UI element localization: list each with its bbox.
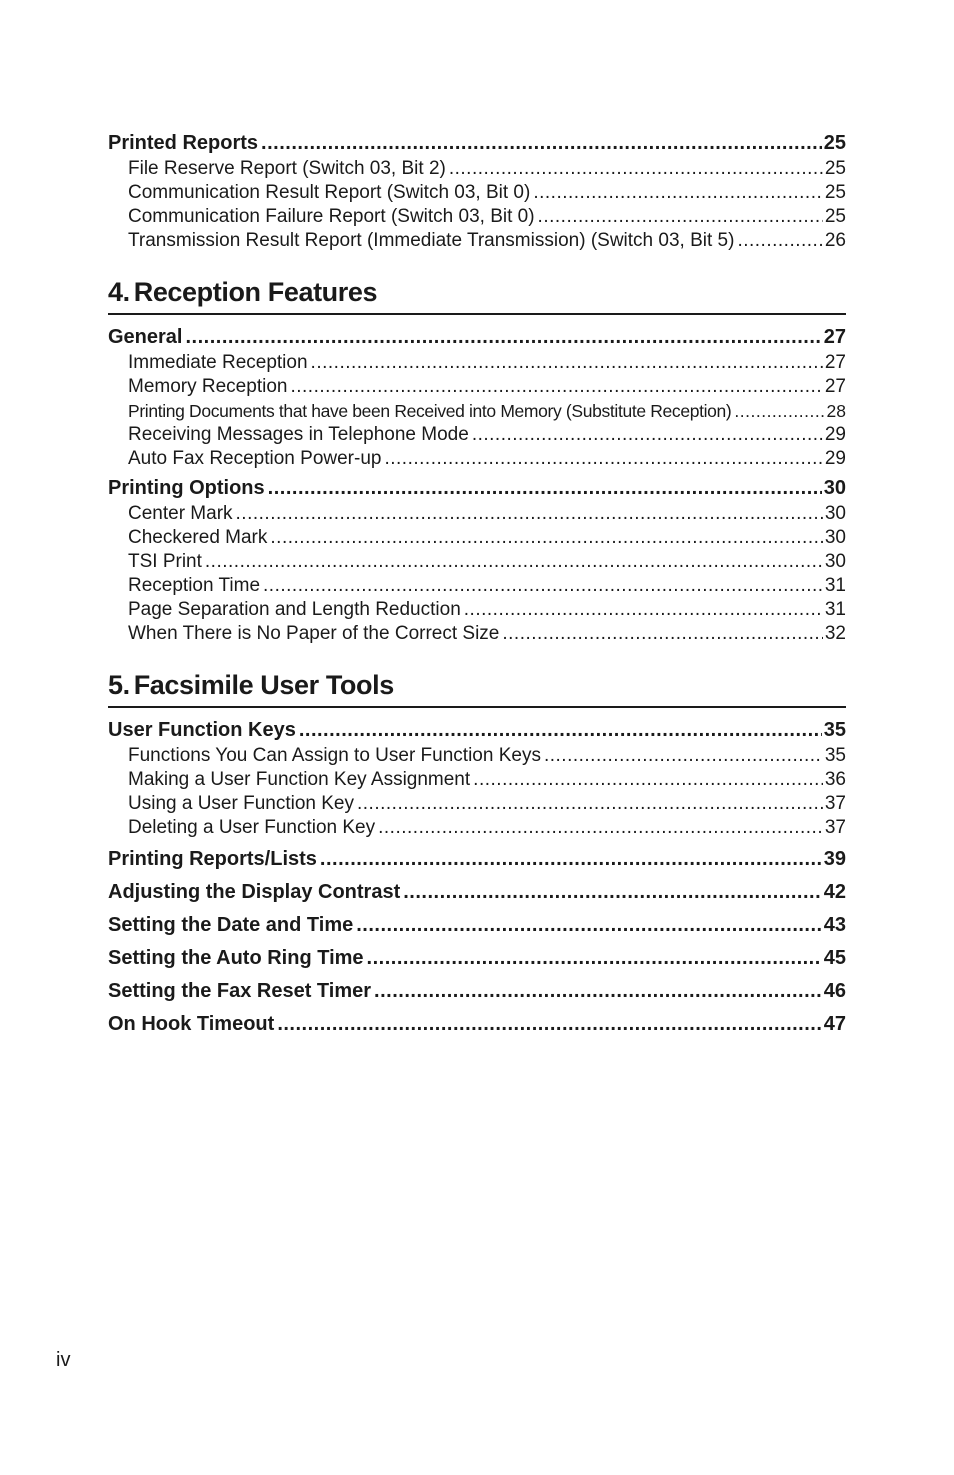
page-number: 30: [823, 477, 846, 499]
toc-section-entry[interactable]: [108, 912, 846, 939]
toc-subsection-entry[interactable]: [108, 550, 846, 574]
dot-leader: [261, 130, 822, 157]
page-number: 37: [824, 817, 846, 838]
page-number: 35: [823, 719, 846, 741]
page-number: 26: [824, 230, 846, 251]
toc-group: [108, 130, 846, 253]
entry-title: Immediate Reception: [128, 352, 308, 373]
page-number: 43: [823, 914, 846, 936]
toc-subsection-entry[interactable]: [108, 399, 846, 423]
page-number: 30: [824, 527, 846, 548]
page-number: 28: [826, 401, 846, 421]
entry-title: Transmission Result Report (Immediate Transmission) (Switch 03, Bit 5): [128, 230, 735, 251]
dot-leader: [473, 768, 823, 792]
dot-leader: [472, 423, 823, 447]
toc-section-entry[interactable]: [108, 1011, 846, 1038]
toc-subsection-entry[interactable]: [108, 598, 846, 622]
dot-leader: [374, 978, 822, 1005]
toc-subsection-entry[interactable]: [108, 622, 846, 646]
toc-section-entry[interactable]: [108, 717, 846, 744]
page-number: 31: [824, 599, 846, 620]
entry-title: Printing Documents that have been Received into Memory (Substitute Reception): [128, 401, 732, 421]
toc-subsection-entry[interactable]: [108, 423, 846, 447]
toc-group: [108, 945, 846, 972]
toc-subsection-entry[interactable]: [108, 351, 846, 375]
chapter-rule: [108, 313, 846, 315]
toc-subsection-entry[interactable]: [108, 816, 846, 840]
dot-leader: [367, 945, 822, 972]
toc-group: [108, 879, 846, 906]
toc-section-entry[interactable]: [108, 324, 846, 351]
chapter-title: [108, 668, 846, 702]
page-number: 36: [824, 769, 846, 790]
dot-leader: [185, 324, 821, 351]
page-number: 45: [823, 947, 846, 969]
entry-title: Memory Reception: [128, 376, 288, 397]
dot-leader: [270, 526, 822, 550]
toc-subsection-entry[interactable]: [108, 205, 846, 229]
entry-title: Communication Failure Report (Switch 03, Bit 0): [128, 206, 535, 227]
page-number: 27: [823, 326, 846, 348]
toc-group: [108, 978, 846, 1005]
entry-title: Setting the Date and Time: [108, 914, 354, 936]
entry-title: Receiving Messages in Telephone Mode: [128, 424, 469, 445]
dot-leader: [378, 816, 823, 840]
entry-title: Printing Options: [108, 477, 265, 499]
entry-title: Checkered Mark: [128, 527, 268, 548]
toc-group: [108, 846, 846, 873]
dot-leader: [205, 550, 823, 574]
toc-subsection-entry[interactable]: [108, 375, 846, 399]
toc-subsection-entry[interactable]: [108, 157, 846, 181]
page-number: 46: [823, 980, 846, 1002]
entry-title: Auto Fax Reception Power-up: [128, 448, 382, 469]
entry-title: Using a User Function Key: [128, 793, 354, 814]
chapter-title-text: Facsimile User Tools: [133, 670, 394, 700]
page-number: 42: [823, 881, 846, 903]
page-number: 25: [824, 206, 846, 227]
page-number: 25: [823, 132, 846, 154]
toc-subsection-entry[interactable]: [108, 502, 846, 526]
page-number: 39: [823, 848, 846, 870]
toc-section-entry[interactable]: [108, 945, 846, 972]
toc-subsection-entry[interactable]: [108, 181, 846, 205]
chapter-heading: [108, 668, 846, 708]
chapter-rule: [108, 706, 846, 708]
toc-subsection-entry[interactable]: [108, 526, 846, 550]
entry-title: Center Mark: [128, 503, 233, 524]
dot-leader: [544, 744, 823, 768]
page-number: 37: [824, 793, 846, 814]
toc-subsection-entry[interactable]: [108, 768, 846, 792]
page-number: 29: [824, 448, 846, 469]
dot-leader: [236, 502, 823, 526]
toc-group: [108, 1011, 846, 1038]
page-number: 25: [824, 158, 846, 179]
entry-title: Making a User Function Key Assignment: [128, 769, 471, 790]
toc-section-entry[interactable]: [108, 475, 846, 502]
entry-title: Reception Time: [128, 575, 261, 596]
dot-leader: [263, 574, 823, 598]
dot-leader: [734, 399, 824, 423]
dot-leader: [299, 717, 822, 744]
page-number: 30: [824, 503, 846, 524]
entry-title: Adjusting the Display Contrast: [108, 881, 401, 903]
toc-group: [108, 475, 846, 646]
entry-title: Functions You Can Assign to User Function Keys: [128, 745, 541, 766]
entry-title: Setting the Auto Ring Time: [108, 947, 364, 969]
page-number-footer: iv: [56, 1349, 71, 1371]
page-number: 35: [824, 745, 846, 766]
entry-title: Communication Result Report (Switch 03, Bit 0): [128, 182, 531, 203]
toc-group: [108, 324, 846, 471]
dot-leader: [357, 792, 823, 816]
chapter-heading: [108, 275, 846, 315]
dot-leader: [533, 181, 823, 205]
entry-title: Page Separation and Length Reduction: [128, 599, 461, 620]
dot-leader: [464, 598, 823, 622]
entry-title: General: [108, 326, 183, 348]
toc-section-entry[interactable]: [108, 130, 846, 157]
chapter-title-text: Reception Features: [133, 277, 378, 307]
toc-section-entry[interactable]: [108, 879, 846, 906]
entry-title: Setting the Fax Reset Timer: [108, 980, 372, 1002]
dot-leader: [403, 879, 822, 906]
entry-title: TSI Print: [128, 551, 202, 572]
dot-leader: [311, 351, 823, 375]
entry-title: Deleting a User Function Key: [128, 817, 376, 838]
dot-leader: [737, 229, 822, 253]
page-number: 27: [824, 376, 846, 397]
toc-section-entry[interactable]: [108, 978, 846, 1005]
dot-leader: [384, 447, 822, 471]
dot-leader: [356, 912, 822, 939]
toc-subsection-entry[interactable]: [108, 792, 846, 816]
page-number: 47: [823, 1013, 846, 1035]
entry-title: When There is No Paper of the Correct Size: [128, 623, 500, 644]
entry-title: Printed Reports: [108, 132, 259, 154]
page-number: 31: [824, 575, 846, 596]
toc-group: [108, 717, 846, 840]
chapter-title: [108, 275, 846, 309]
dot-leader: [290, 375, 822, 399]
page-number: 27: [824, 352, 846, 373]
toc-section-entry[interactable]: [108, 846, 846, 873]
entry-title: On Hook Timeout: [108, 1013, 275, 1035]
toc-subsection-entry[interactable]: [108, 229, 846, 253]
toc-subsection-entry[interactable]: [108, 574, 846, 598]
dot-leader: [449, 157, 823, 181]
toc-subsection-entry[interactable]: [108, 744, 846, 768]
dot-leader: [538, 205, 823, 229]
dot-leader: [320, 846, 822, 873]
page-number: 25: [824, 182, 846, 203]
dot-leader: [502, 622, 822, 646]
dot-leader: [268, 475, 822, 502]
toc-subsection-entry[interactable]: [108, 447, 846, 471]
entry-title: File Reserve Report (Switch 03, Bit 2): [128, 158, 446, 179]
table-of-contents: [108, 122, 846, 1038]
chapter-number: 4.: [108, 277, 130, 307]
entry-title: Printing Reports/Lists: [108, 848, 317, 870]
dot-leader: [277, 1011, 821, 1038]
page-number: 29: [824, 424, 846, 445]
page-number: 30: [824, 551, 846, 572]
page-number: 32: [824, 623, 846, 644]
toc-group: [108, 912, 846, 939]
entry-title: User Function Keys: [108, 719, 296, 741]
chapter-number: 5.: [108, 670, 130, 700]
